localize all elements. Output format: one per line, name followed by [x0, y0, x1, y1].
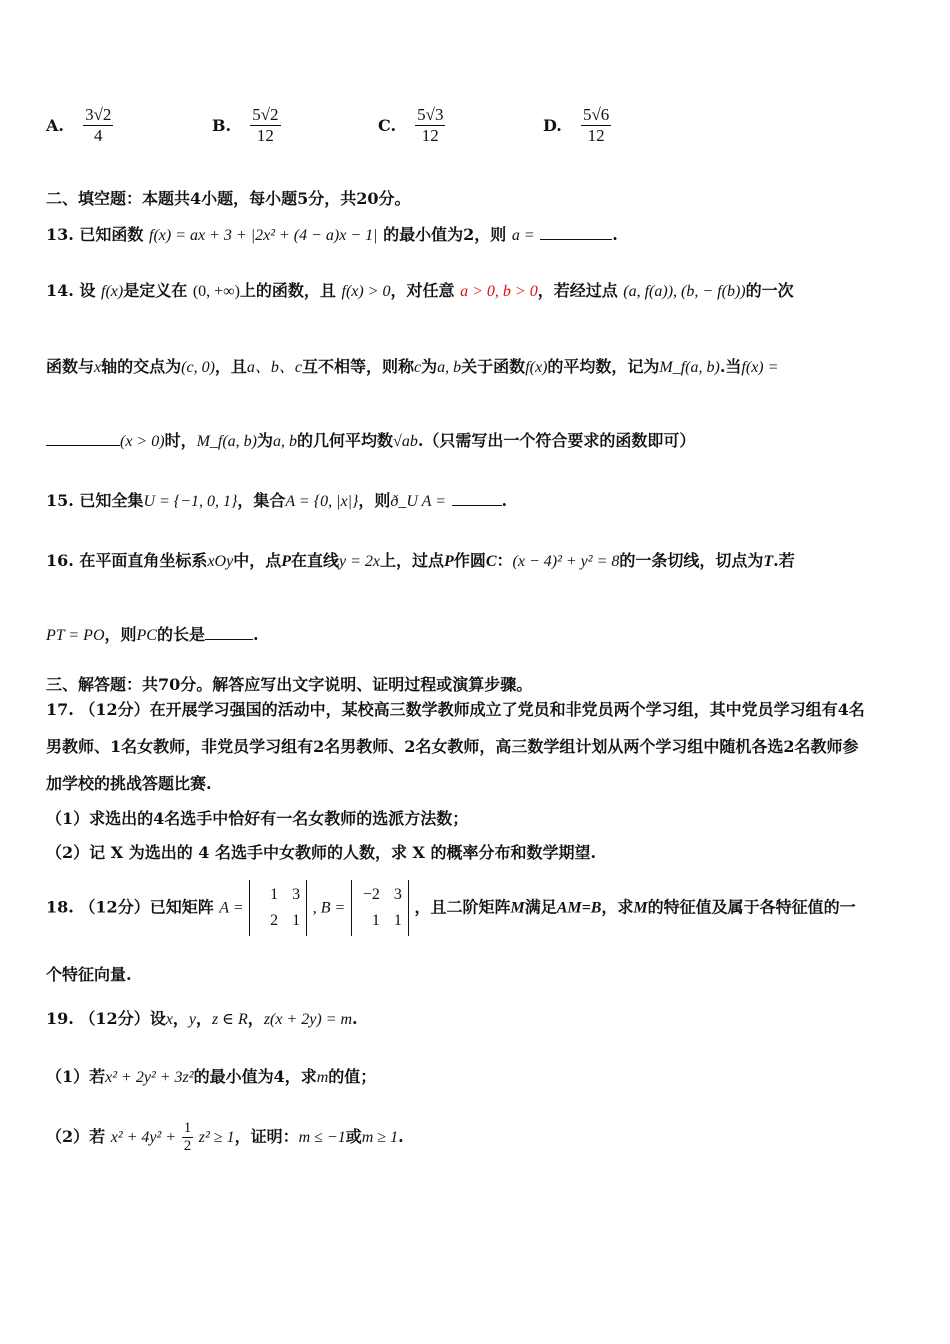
question-17-line-3: 加学校的挑战答题比赛. [46, 774, 212, 793]
formula: f(x) = ax + 3 + |2x² + (4 − a)x − 1| [149, 227, 378, 244]
question-18: 18. （12分）已知矩阵 A = 1 3 2 1 , B = −2 3 1 1 ，且二阶矩阵M满足AM=B，求M的特征值及属于各特征值的一 [46, 880, 856, 936]
option-b [212, 105, 281, 146]
section-header: 三、解答题：共70分。解答应写出文字说明、证明过程或演算步骤。 [46, 675, 533, 694]
answer-blank[interactable] [452, 491, 502, 506]
matrix-b: −2 3 1 1 [351, 880, 409, 936]
red-condition: a > 0, b > 0 [460, 283, 538, 300]
option-fraction: $\frac{5√2}{12}$ [252, 105, 279, 145]
question-16: 16. 在平面直角坐标系xOy中，点P在直线y = 2x上，过点P作圆C：(x − 4)² + y² = 8的一条切线，切点为T.若 [46, 551, 795, 570]
option-label: A. [46, 116, 64, 135]
option-c [378, 105, 445, 146]
question-15: 15. 已知全集U = {−1, 0, 1}，集合A = {0, |x|}，则ð_U A = . [46, 491, 508, 510]
answer-blank[interactable] [540, 225, 612, 240]
option-fraction: $\frac{5√6}{12}$ [582, 105, 610, 145]
question-18-line-2: 个特征向量. [46, 965, 132, 984]
question-17-part-1: （1）求选出的4名选手中恰好有一名女教师的选派方法数； [46, 809, 469, 828]
question-14-line-3: (x > 0)时，M_f(a, b)为a, b的几何平均数√ab.（只需写出一个符合要求的函数即可） [46, 428, 695, 451]
question-19-part-2: （2）若 x² + 4y² + $\frac{1}{2}$ z² ≥ 1，证明：m ≤ −1或m ≥ 1. [46, 1120, 404, 1154]
section-header: 二、填空题：本题共4小题，每小题5分，共20分。 [46, 189, 411, 208]
question-13: 13. 已知函数 f(x) = ax + 3 + |2x² + (4 − a)x − 1| 的最小值为2，则 a = . [46, 225, 618, 244]
option-fraction: $\frac{5√3}{12}$ [417, 105, 444, 145]
option-label: C. [378, 116, 397, 135]
question-19-part-1: （1）若x² + 2y² + 3z²的最小值为4，求m的值； [46, 1067, 377, 1086]
option-label: B. [212, 116, 232, 135]
answer-blank[interactable] [46, 431, 120, 446]
question-14: 14. 设 f(x)是定义在 (0, +∞)上的函数，且 f(x) > 0，对任意 a > 0, b > 0，若经过点 (a, f(a)), (b, − f(b))的一次 [46, 281, 794, 300]
fraction-half: $\frac{1}{2}$ [183, 1120, 192, 1154]
option-a [46, 105, 113, 146]
matrix-a: 1 3 2 1 [249, 880, 307, 936]
question-17: 17. （12分）在开展学习强国的活动中，某校高三数学教师成立了党员和非党员两个学习组，其中党员学习组有4名 [46, 700, 865, 719]
question-19: 19. （12分）设x，y，z ∈ R，z(x + 2y) = m. [46, 1009, 358, 1028]
answer-blank[interactable] [205, 625, 253, 640]
question-16-line-2: PT = PO，则PC的长是 . [46, 625, 259, 644]
question-17-part-2: （2）记 X 为选出的 4 名选手中女教师的人数，求 X 的概率分布和数学期望. [46, 843, 597, 862]
question-14-line-2: 函数与x轴的交点为(c, 0)，且a、b、c互不相等，则称c为a, b关于函数f(x)的平均数，记为M_f(a, b).当f(x) = [46, 357, 779, 376]
question-17-line-2: 男教师、1名女教师，非党员学习组有2名男教师、2名女教师，高三数学组计划从两个学习组中随机各选2名教师参 [46, 737, 859, 756]
option-label: D. [543, 116, 562, 135]
option-fraction: $\frac{3√2}{4}$ [85, 105, 112, 145]
option-d [543, 105, 611, 146]
